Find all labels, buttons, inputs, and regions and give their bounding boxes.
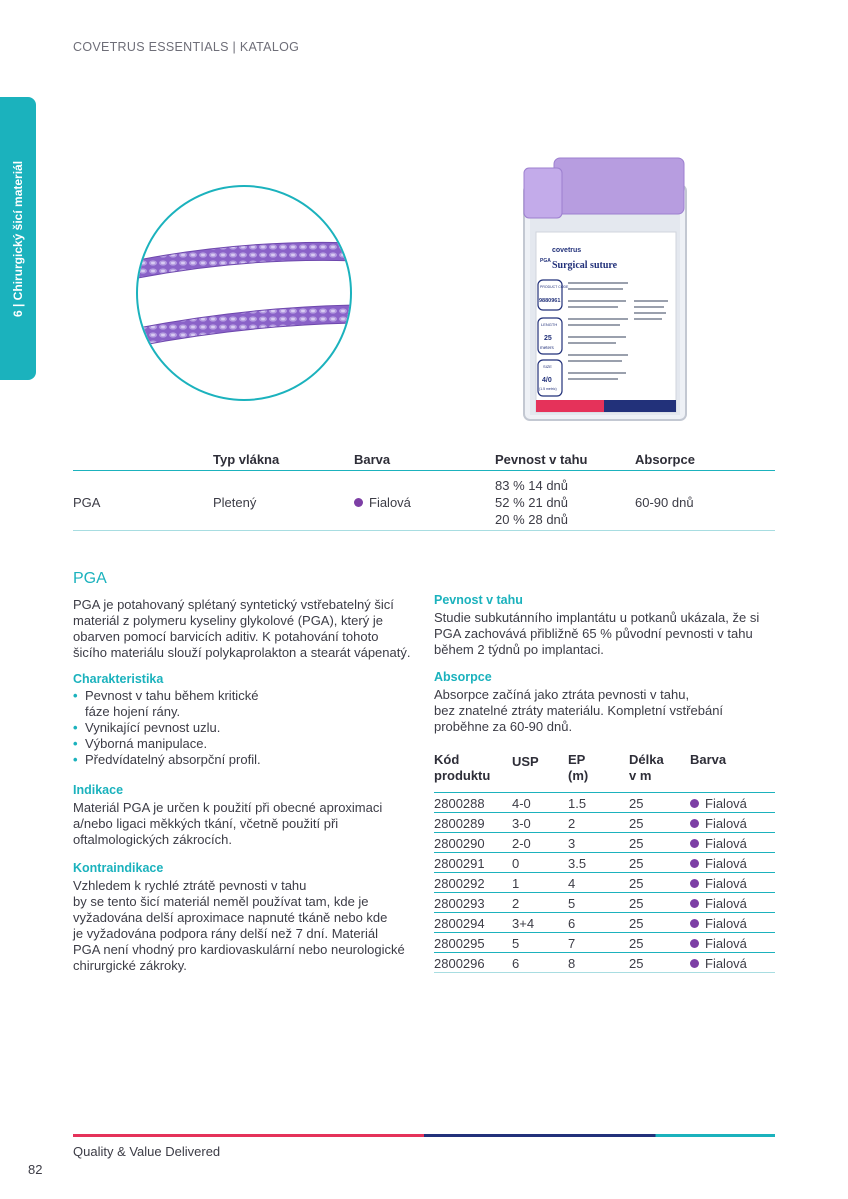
text-line: fáze hojení rány.: [85, 704, 181, 719]
list-item: [73, 752, 261, 768]
violet-color-dot: [354, 498, 363, 507]
strength-value: 83 % 14 dnů: [495, 478, 569, 493]
ov-divider-bottom: [73, 530, 775, 531]
suture-closeup-image: [136, 185, 352, 401]
strength-value: 20 % 28 dnů: [495, 512, 569, 527]
table-cell: 2800291: [434, 856, 485, 871]
color-label: Fialová: [705, 916, 747, 931]
text-line: PGA zachovává přibližně 65 % původní pevnosti v tahu: [434, 626, 753, 641]
text-line: bez znatelné ztráty materiálu. Kompletní vstřebání: [434, 703, 724, 718]
text-line: • Pevnost v tahu během kritické: [85, 688, 259, 703]
table-cell: 6: [512, 956, 520, 971]
color-label: Fialová: [705, 956, 747, 971]
violet-color-dot: [690, 959, 699, 968]
ov-row-color-label: Fialová: [369, 495, 411, 510]
pt-header-ep: [568, 752, 588, 784]
violet-color-dot: [690, 879, 699, 888]
chapter-label: 6 | Chirurgický šicí materiál: [11, 160, 25, 317]
footer-tagline: Quality & Value Delivered: [73, 1144, 221, 1159]
table-cell: 2800290: [434, 836, 485, 851]
indication-paragraph: [73, 800, 382, 848]
text-line: proběhne za 60-90 dnů.: [434, 719, 573, 734]
table-cell: 2800289: [434, 816, 485, 831]
box-type: PGA: [540, 258, 551, 264]
table-cell: 2800292: [434, 876, 485, 891]
text-line: PGA není vhodný pro kardiovaskulární nebo neurologické: [73, 942, 405, 957]
table-cell: 5: [512, 936, 520, 951]
violet-color-dot: [690, 819, 699, 828]
box-code-label: PRODUCT CODE: [540, 285, 569, 289]
box-size-value: 4/0: [542, 377, 552, 384]
text-line: PGA je potahovaný splétaný syntetický vstřebatelný šicí: [73, 597, 394, 612]
text-line: během 2 týdnů po implantaci.: [434, 642, 604, 657]
ov-row-strength: [495, 477, 568, 528]
color-cell: [690, 936, 747, 951]
catalog-header: COVETRUS ESSENTIALS | KATALOG: [73, 40, 300, 54]
table-row: [434, 872, 775, 892]
contraindication-heading: Kontraindikace: [73, 861, 164, 875]
table-cell: 3: [568, 836, 576, 851]
table-cell: 25: [629, 876, 644, 891]
table-cell: 2: [512, 896, 520, 911]
table-cell: 4: [568, 876, 576, 891]
list-item: [73, 720, 261, 736]
absorption-heading: Absorpce: [434, 670, 492, 684]
table-cell: 25: [629, 956, 644, 971]
text-line: • Vynikající pevnost uzlu.: [85, 720, 221, 735]
table-cell: 2800296: [434, 956, 485, 971]
box-length-unit: meters: [540, 345, 554, 350]
table-cell: 25: [629, 936, 644, 951]
box-length-label: LENGTH: [541, 322, 558, 327]
characteristics-heading: Charakteristika: [73, 672, 164, 686]
text-line: Vzhledem k rychlé ztrátě pevnosti v tahu: [73, 878, 307, 893]
table-cell: 4-0: [512, 796, 531, 811]
table-row: [434, 832, 775, 852]
table-cell: 2800293: [434, 896, 485, 911]
table-row: [434, 892, 775, 912]
color-cell: [690, 876, 747, 891]
text-line: • Výborná manipulace.: [85, 736, 208, 751]
header-line: Délka: [629, 752, 664, 767]
table-cell: 1: [512, 876, 520, 891]
ov-row-color: [354, 494, 411, 511]
color-cell: [690, 916, 747, 931]
text-line: Materiál PGA je určen k použití při obecné aproximaci: [73, 800, 383, 815]
color-cell: [690, 956, 747, 971]
text-line: Absorpce začíná jako ztráta pevnosti v tahu,: [434, 687, 690, 702]
text-line: vyžadována delší aproximace napnuté tkáně nebo kde: [73, 910, 388, 925]
text-line: a/nebo ligaci měkkých tkání, včetně použití při: [73, 816, 339, 831]
ov-header-absorption: Absorpce: [635, 452, 695, 467]
text-line: je vyžadována podpora rány delší než 7 dní. Materiál: [73, 926, 378, 941]
table-cell: 3+4: [512, 916, 535, 931]
color-cell: [690, 856, 747, 871]
color-label: Fialová: [705, 796, 747, 811]
color-label: Fialová: [705, 836, 747, 851]
header-line: EP: [568, 752, 586, 767]
ov-row-name: PGA: [73, 495, 101, 510]
violet-color-dot: [690, 839, 699, 848]
table-cell: 25: [629, 896, 644, 911]
characteristics-list: [73, 688, 261, 768]
pt-header-color: [690, 752, 726, 768]
table-cell: 5: [568, 896, 576, 911]
header-line: (m): [568, 768, 589, 783]
ov-header-strength: Pevnost v tahu: [495, 452, 588, 467]
indication-heading: Indikace: [73, 783, 124, 797]
box-size-sub: (1.5 metric): [539, 387, 557, 391]
table-cell: 25: [629, 836, 644, 851]
table-row: [434, 932, 775, 952]
violet-color-dot: [690, 899, 699, 908]
suture-box-image: [512, 150, 697, 425]
strength-value: 52 % 21 dnů: [495, 495, 569, 510]
contraindication-paragraph: [73, 878, 405, 974]
color-cell: [690, 896, 747, 911]
table-cell: 7: [568, 936, 576, 951]
color-cell: [690, 796, 747, 811]
color-label: Fialová: [705, 856, 747, 871]
header-line: USP: [512, 754, 539, 769]
box-brand: covetrus: [552, 247, 582, 254]
table-cell: 6: [568, 916, 576, 931]
color-label: Fialová: [705, 816, 747, 831]
box-title: Surgical suture: [552, 260, 618, 271]
color-cell: [690, 836, 747, 851]
color-label: Fialová: [705, 896, 747, 911]
color-label: Fialová: [705, 876, 747, 891]
text-line: Studie subkutánního implantátu u potkanů ukázala, že si: [434, 610, 760, 625]
header-line: v m: [629, 768, 652, 783]
ov-header-color: Barva: [354, 452, 391, 467]
section-title: PGA: [73, 570, 107, 587]
pt-header-usp: [512, 754, 539, 770]
violet-color-dot: [690, 859, 699, 868]
text-line: by se tento šicí materiál neměl používat tam, kde je: [73, 894, 369, 909]
table-cell: 3-0: [512, 816, 531, 831]
strength-paragraph: [434, 610, 759, 658]
text-line: materiál z polymeru kyseliny glykolové (PGA), který je: [73, 613, 383, 628]
table-row: [434, 952, 775, 973]
color-label: Fialová: [705, 936, 747, 951]
color-cell: [690, 816, 747, 831]
table-cell: 0: [512, 856, 520, 871]
ov-header-fiber: Typ vlákna: [213, 452, 280, 467]
table-cell: 25: [629, 856, 644, 871]
box-size-label: SIZE: [543, 364, 552, 369]
violet-color-dot: [690, 799, 699, 808]
box-length-value: 25: [544, 335, 552, 342]
table-row: [434, 912, 775, 932]
ov-divider-top: [73, 470, 775, 471]
list-item: [73, 736, 261, 752]
product-table-body: [434, 792, 775, 973]
text-line: šicího materiálu slouží polykaprolakton a stearát vápenatý.: [73, 645, 411, 660]
strength-heading: Pevnost v tahu: [434, 593, 523, 607]
box-code: 9880961: [539, 298, 561, 304]
absorption-paragraph: [434, 687, 723, 735]
pt-header-code: [434, 752, 490, 784]
violet-color-dot: [690, 939, 699, 948]
intro-paragraph: [73, 597, 410, 661]
table-cell: 2: [568, 816, 576, 831]
table-cell: 3.5: [568, 856, 587, 871]
list-item: [73, 688, 261, 720]
table-cell: 2800295: [434, 936, 485, 951]
table-cell: 25: [629, 796, 644, 811]
table-cell: 25: [629, 816, 644, 831]
table-cell: 2-0: [512, 836, 531, 851]
table-cell: 2800294: [434, 916, 485, 931]
violet-color-dot: [690, 919, 699, 928]
table-cell: 25: [629, 916, 644, 931]
table-cell: 8: [568, 956, 576, 971]
footer-divider: [73, 1134, 775, 1137]
table-cell: 1.5: [568, 796, 587, 811]
header-line: Kód: [434, 752, 460, 767]
ov-row-absorption: 60-90 dnů: [635, 495, 694, 510]
table-row: [434, 792, 775, 812]
ov-row-fiber: Pletený: [213, 495, 257, 510]
table-row: [434, 852, 775, 872]
pt-header-length: [629, 752, 664, 784]
header-line: produktu: [434, 768, 491, 783]
page-number: 82: [28, 1162, 43, 1177]
chapter-side-tab: [0, 97, 36, 380]
text-line: • Předvídatelný absorpční profil.: [85, 752, 261, 767]
table-row: [434, 812, 775, 832]
text-line: chirurgické zákroky.: [73, 958, 187, 973]
table-cell: 2800288: [434, 796, 485, 811]
text-line: oftalmologických zákrocích.: [73, 832, 232, 847]
header-line: Barva: [690, 752, 727, 767]
text-line: obarven pomocí barvicích aditiv. K potahování tohoto: [73, 629, 379, 644]
